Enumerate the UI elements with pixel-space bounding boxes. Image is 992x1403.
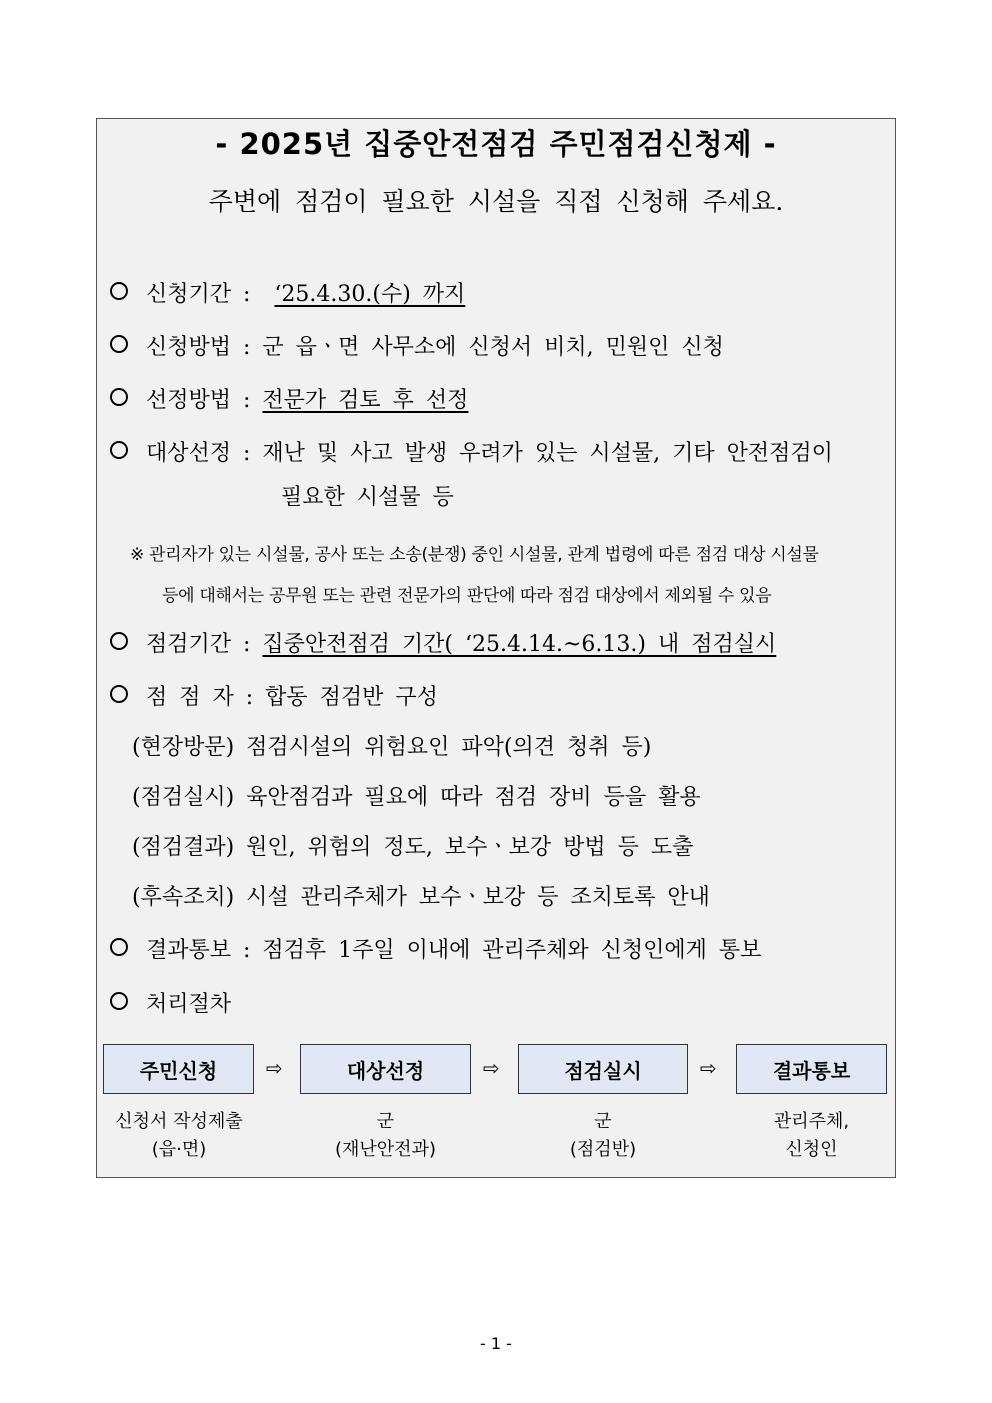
item-label: 결과통보 : [146, 938, 251, 963]
caption-line: (점검반) [569, 1139, 637, 1160]
step-inspection: (점검실시) 육안점검과 필요에 따라 점검 장비 등을 활용 [132, 785, 701, 810]
item-label: 신청기간 : [146, 282, 251, 307]
item-value: 전문가 검토 후 선정 [262, 388, 469, 413]
circle-bullet-icon [110, 938, 128, 956]
item-label: 점검기간 : [146, 632, 251, 657]
caption-line: 군 [594, 1111, 612, 1132]
caption-line: 관리주체, [773, 1111, 850, 1132]
item-target-selection [110, 436, 833, 467]
flow-caption-3 [518, 1108, 688, 1164]
caption-line: 군 [376, 1111, 395, 1132]
item-apply-period [110, 277, 465, 308]
step-result: (점검결과) 원인, 위험의 정도, 보수ㆍ보강 방법 등 도출 [132, 835, 694, 860]
page-subtitle: 주변에 점검이 필요한 시설을 직접 신청해 주세요. [208, 187, 784, 216]
arrow-right-icon: ⇨ [700, 1056, 717, 1080]
item-value: 재난 및 사고 발생 우려가 있는 시설물, 기타 안전점검이 [262, 441, 833, 466]
circle-bullet-icon [110, 388, 128, 406]
circle-bullet-icon [110, 632, 128, 650]
flow-step-inspect: 점검실시 [518, 1044, 688, 1094]
item-label: 신청방법 : [146, 335, 251, 360]
page-number: - 1 - [480, 1334, 512, 1353]
step-site-visit: (현장방문) 점검시설의 위험요인 파악(의견 청취 등) [132, 735, 652, 760]
circle-bullet-icon [110, 335, 128, 353]
flow-step-target-select: 대상선정 [300, 1044, 471, 1094]
flow-caption-4 [736, 1108, 887, 1164]
item-inspector [110, 680, 438, 711]
item-value: 집중안전점검 기간( ‘25.4.14.~6.13.) 내 점검실시 [262, 632, 777, 657]
item-value-continued: 필요한 시설물 등 [281, 485, 454, 510]
circle-bullet-icon [110, 992, 128, 1010]
note-line-1: ※ 관리자가 있는 시설물, 공사 또는 소송(분쟁) 중인 시설물, 관계 법령에 따른 점검 대상 시설물 [130, 545, 819, 565]
item-apply-method [110, 330, 724, 361]
item-result-notice [110, 933, 761, 964]
item-select-method [110, 383, 468, 414]
caption-line: (재난안전과) [335, 1139, 436, 1160]
item-inspection-period [110, 627, 776, 658]
flow-step-resident-apply: 주민신청 [103, 1044, 254, 1094]
caption-line: 신청인 [785, 1139, 838, 1160]
note-line-2: 등에 대해서는 공무원 또는 관련 전문가의 판단에 따라 점검 대상에서 제외될 수 있음 [162, 586, 772, 606]
arrow-right-icon: ⇨ [266, 1056, 283, 1080]
page-title: - 2025년 집중안전점검 주민점검신청제 - [215, 127, 777, 161]
flow-step-result-notice: 결과통보 [736, 1044, 887, 1094]
item-label: 대상선정 : [146, 441, 251, 466]
caption-line: (읍·면) [151, 1139, 207, 1160]
item-value: ‘25.4.30.(수) 까지 [274, 282, 466, 307]
item-value: 합동 점검반 구성 [265, 685, 438, 710]
circle-bullet-icon [110, 282, 128, 300]
arrow-right-icon: ⇨ [483, 1056, 500, 1080]
item-label: 점 점 자 : [146, 685, 254, 710]
flow-caption-2 [300, 1108, 471, 1164]
step-follow-up: (후속조치) 시설 관리주체가 보수ㆍ보강 등 조치토록 안내 [132, 885, 710, 910]
item-value: 군 읍ㆍ면 사무소에 신청서 비치, 민원인 신청 [262, 335, 724, 360]
caption-line: 신청서 작성제출 [115, 1111, 243, 1132]
item-value: 점검후 1주일 이내에 관리주체와 신청인에게 통보 [262, 938, 762, 963]
item-label: 선정방법 : [146, 388, 251, 413]
item-procedure [110, 987, 231, 1018]
circle-bullet-icon [110, 685, 128, 703]
circle-bullet-icon [110, 441, 128, 459]
flow-caption-1 [98, 1108, 260, 1164]
item-label: 처리절차 [146, 992, 232, 1017]
